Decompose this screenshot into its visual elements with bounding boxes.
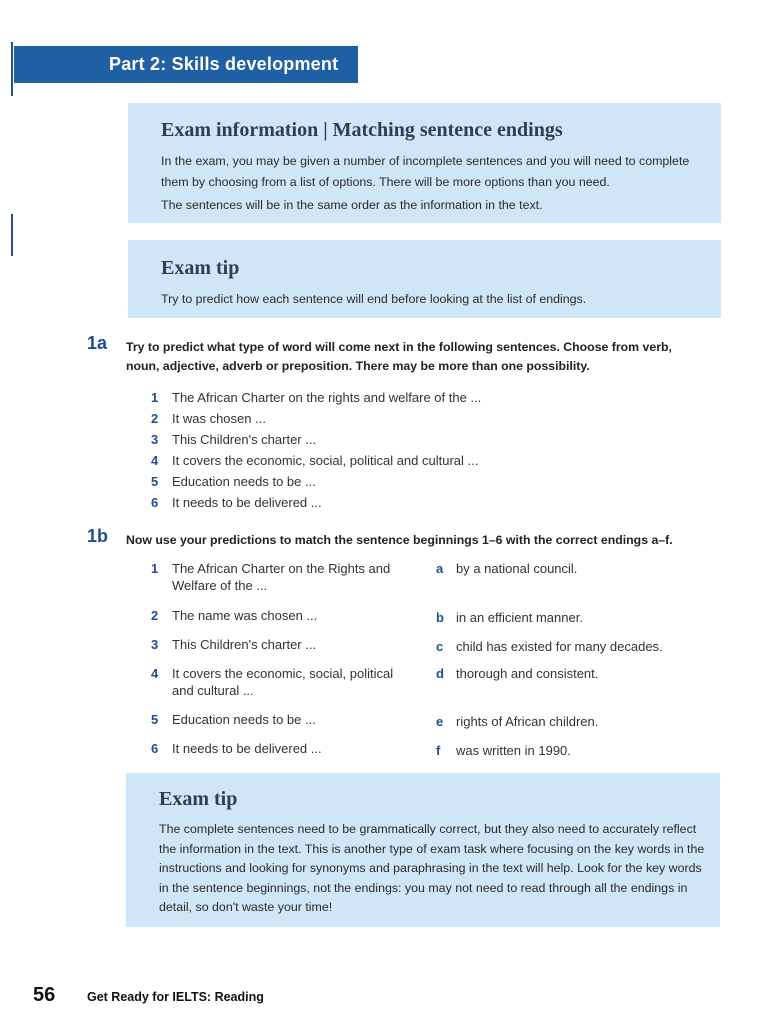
ending-text: by a national council. <box>456 561 578 576</box>
list-item <box>151 387 481 408</box>
exam-tip-box <box>126 773 720 927</box>
sentence-beginning <box>151 560 436 607</box>
list-item <box>151 408 481 429</box>
ending-text: thorough and consistent. <box>456 666 599 681</box>
matching-row <box>151 636 711 665</box>
ending-letter: e <box>436 714 444 729</box>
item-number: 1 <box>151 561 159 576</box>
page-edge-mark <box>11 42 13 96</box>
item-number: 3 <box>151 637 159 652</box>
exam-tip-title: Exam tip <box>159 788 238 810</box>
exercise-label-1b: 1b <box>87 526 109 546</box>
ending-letter: c <box>436 639 444 654</box>
sentence-beginning <box>151 711 436 740</box>
beginning-text: The African Charter on the Rights and Welfare of the ... <box>172 561 391 593</box>
item-number: 6 <box>151 495 159 510</box>
sentence-beginning <box>151 636 436 665</box>
book-title: Get Ready for IELTS: Reading <box>87 990 264 1004</box>
exam-tip-title: Exam tip <box>161 257 240 279</box>
exam-information-text <box>161 151 709 216</box>
item-text: The African Charter on the rights and welfare of the ... <box>172 390 482 405</box>
item-number: 3 <box>151 432 159 447</box>
ending-text: rights of African children. <box>456 714 599 729</box>
item-number: 4 <box>151 453 159 468</box>
list-item <box>151 450 481 471</box>
exam-information-paragraph: The sentences will be in the same order as the information in the text. <box>161 198 543 212</box>
page-edge-mark <box>11 214 13 256</box>
item-number: 1 <box>151 390 159 405</box>
part-banner: Part 2: Skills development <box>14 46 358 83</box>
sentence-ending <box>436 711 598 740</box>
exam-information-paragraph: In the exam, you may be given a number of incomplete sentences and you will need to complete them by choosing from a list of options. There will be more options than you need. <box>161 154 690 189</box>
item-text: Education needs to be ... <box>172 474 316 489</box>
matching-row <box>151 711 711 740</box>
matching-grid <box>151 560 711 769</box>
item-text: This Children's charter ... <box>172 432 317 447</box>
sentence-ending <box>436 665 598 711</box>
list-item <box>151 471 481 492</box>
exercise-label-1a: 1a <box>87 333 108 353</box>
ending-text: child has existed for many decades. <box>456 639 663 654</box>
matching-row <box>151 740 711 769</box>
beginning-text: It covers the economic, social, political and cultural ... <box>172 666 394 698</box>
item-text: It covers the economic, social, political and cultural ... <box>172 453 479 468</box>
exam-information-title: Exam information | Matching sentence endings <box>161 119 563 141</box>
beginning-text: Education needs to be ... <box>172 712 316 727</box>
list-item <box>151 492 481 513</box>
item-text: It was chosen ... <box>172 411 266 426</box>
list-item <box>151 429 481 450</box>
item-text: It needs to be delivered ... <box>172 495 322 510</box>
sentence-ending <box>436 607 583 636</box>
ending-text: in an efficient manner. <box>456 610 583 625</box>
item-number: 5 <box>151 712 159 727</box>
exam-tip-text: Try to predict how each sentence will end before looking at the list of endings. <box>161 292 587 306</box>
beginning-text: This Children's charter ... <box>172 637 317 652</box>
exam-information-box <box>128 103 721 223</box>
item-number: 4 <box>151 666 159 681</box>
beginning-text: The name was chosen ... <box>172 608 318 623</box>
item-number: 2 <box>151 608 159 623</box>
page-number: 56 <box>33 984 56 1006</box>
ending-letter: b <box>436 610 444 625</box>
sentence-beginning <box>151 740 436 769</box>
sentence-beginning <box>151 665 436 711</box>
ending-letter: d <box>436 666 444 681</box>
sentence-ending <box>436 740 571 769</box>
matching-row <box>151 607 711 636</box>
ending-letter: a <box>436 561 444 576</box>
exam-tip-text: The complete sentences need to be grammatically correct, but they also need to accurately reflect the information in the text. This is another type of exam task where focusing on the key words in the instructions and looking for synonyms and paraphrasing in the text will help. Look for the key words in the sentence beginnings, not the endings: you may not need to read through all the endings in detail, so don't waste your time! <box>159 822 705 915</box>
sentence-ending <box>436 560 577 607</box>
sentence-ending <box>436 636 663 665</box>
ending-letter: f <box>436 743 441 758</box>
exercise-1a-list <box>151 387 481 513</box>
item-number: 5 <box>151 474 159 489</box>
item-number: 6 <box>151 741 159 756</box>
page-footer <box>33 984 264 1007</box>
matching-row <box>151 665 711 711</box>
item-number: 2 <box>151 411 159 426</box>
exam-tip-box <box>128 240 721 318</box>
exercise-instruction-1a: Try to predict what type of word will come next in the following sentences. Choose from verb, noun, adjective, adverb or preposition. There may be more than one possibility. <box>126 340 672 373</box>
exercise-instruction-1b: Now use your predictions to match the sentence beginnings 1–6 with the correct endings a–f. <box>126 533 673 547</box>
matching-row <box>151 560 711 607</box>
beginning-text: It needs to be delivered ... <box>172 741 322 756</box>
ending-text: was written in 1990. <box>456 743 571 758</box>
sentence-beginning <box>151 607 436 636</box>
